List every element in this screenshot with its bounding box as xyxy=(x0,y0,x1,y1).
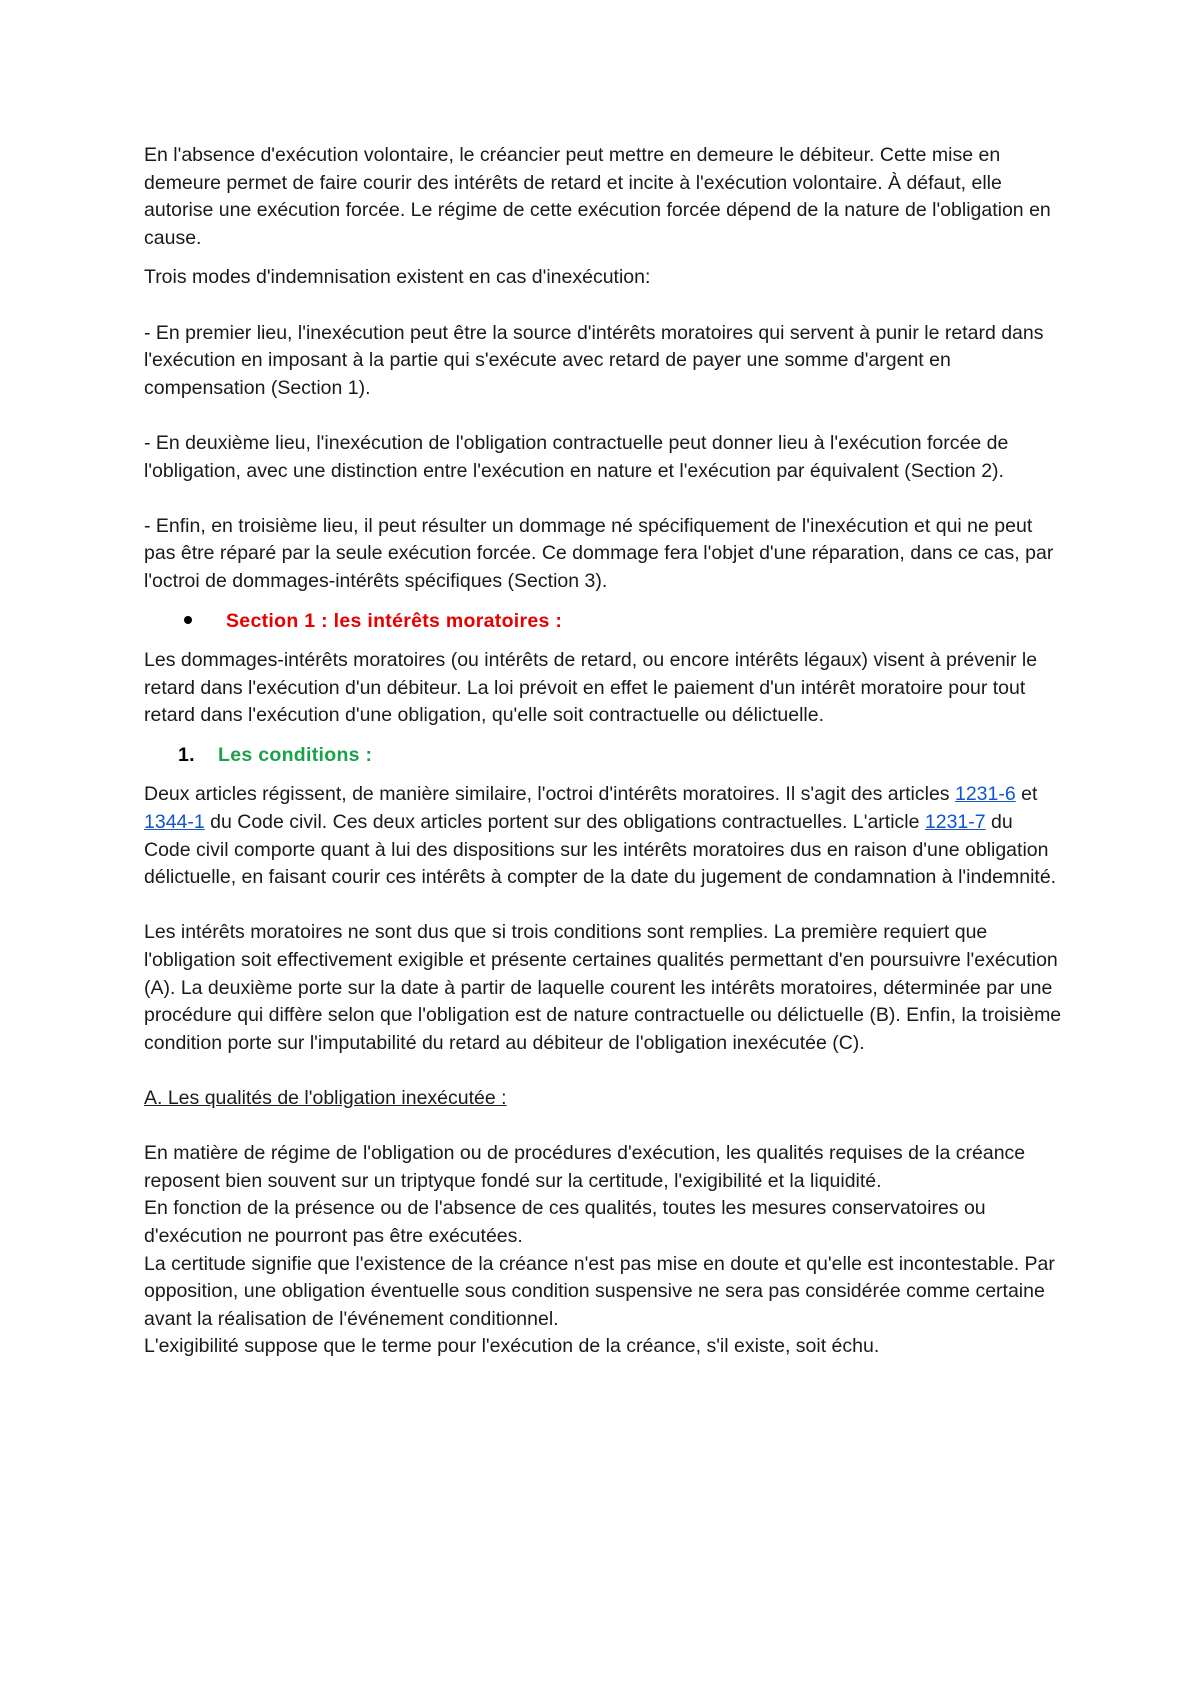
modes-intro: Trois modes d'indemnisation existent en cas d'inexécution: xyxy=(144,266,651,289)
articles-text-2: et xyxy=(1015,783,1038,806)
list-number: 1. xyxy=(178,743,195,766)
subheading-a: A. Les qualités de l'obligation inexécutée : xyxy=(144,1087,507,1109)
article-link-1231-7[interactable]: 1231-7 xyxy=(924,811,986,834)
moratoires-paragraph: Les dommages-intérêts moratoires (ou intérêts de retard, ou encore intérêts légaux) visent à prévenir le retard dans l'exécution d'un débiteur. La loi prévoit en effet le paiement d'un intérêt moratoire pour tout retard dans l'exécution d'une obligation, qu'elle soit contractuelle ou délictuelle. xyxy=(144,649,1038,727)
article-link-1344-1[interactable]: 1344-1 xyxy=(144,811,205,834)
articles-text-3: du Code civil. Ces deux articles portent sur des obligations contractuelles. L'article xyxy=(204,811,925,834)
qualities-paragraph: En matière de régime de l'obligation ou de procédures d'exécution, les qualités requises de la créance reposent bien souvent sur un triptyque fondé sur la certitude, l'exigibilité et la liquidité. xyxy=(144,1142,1026,1192)
certitude-paragraph: La certitude signifie que l'existence de la créance n'est pas mise en doute et qu'elle est incontestable. Par opposition, une obligation éventuelle sous condition suspensive ne sera pas considérée comme certaine avant la réalisation de l'événement conditionnel. xyxy=(144,1252,1055,1330)
articles-paragraph xyxy=(144,781,1064,891)
conditions-paragraph: Les intérêts moratoires ne sont dus que si trois conditions sont remplies. La première requiert que l'obligation soit effectivement exigible et présente certaines qualités permettant d'en poursuivre l'exécution (A). La deuxième porte sur la date à partir de laquelle courent les intérêts moratoires, déterminée par une procédure qui diffère selon que l'obligation est de nature contractuelle ou délictuelle (B). Enfin, la troisième condition porte sur l'imputabilité du retard au débiteur de l'obligation inexécutée (C). xyxy=(144,921,1062,1054)
mode-item-1: - En premier lieu, l'inexécution peut être la source d'intérêts moratoires qui servent à punir le retard dans l'exécution en imposant à la partie qui s'exécute avec retard de payer une somme d'argent en compensation (Section 1). xyxy=(144,321,1044,399)
conditions-title: Les conditions : xyxy=(218,743,373,766)
document-body xyxy=(144,142,1064,1361)
conditions-heading xyxy=(144,742,1064,770)
section-1-title: Section 1 : les intérêts moratoires : xyxy=(226,609,563,632)
intro-paragraph: En l'absence d'exécution volontaire, le créancier peut mettre en demeure le débiteur. Cette mise en demeure permet de faire courir des intérêts de retard et incite à l'exécution volontaire. À défaut, elle autorise une exécution forcée. Le régime de cette exécution forcée dépend de la nature de l'obligation en cause. xyxy=(144,144,1051,249)
section-1-heading xyxy=(144,608,1064,636)
presence-paragraph: En fonction de la présence ou de l'absence de ces qualités, toutes les mesures conservatoires ou d'exécution ne pourront pas être exécutées. xyxy=(144,1197,986,1247)
mode-item-2: - En deuxième lieu, l'inexécution de l'obligation contractuelle peut donner lieu à l'exécution forcée de l'obligation, avec une distinction entre l'exécution en nature et l'exécution par équivalent (Section 2). xyxy=(144,431,1009,482)
articles-text-1: Deux articles régissent, de manière similaire, l'octroi d'intérêts moratoires. Il s'agit des articles xyxy=(144,783,955,806)
articles-text-4: du Code civil comporte quant à lui des dispositions sur les intérêts moratoires dus en raison d'une obligation délictuelle, en faisant courir ces intérêts à compter de la date du jugement de condamnation à l'indemnité. xyxy=(144,811,1057,889)
exigibilite-paragraph: L'exigibilité suppose que le terme pour l'exécution de la créance, s'il existe, soit échu. xyxy=(144,1335,880,1358)
article-link-1231-6[interactable]: 1231-6 xyxy=(954,783,1016,806)
mode-item-3: - Enfin, en troisième lieu, il peut résulter un dommage né spécifiquement de l'inexécution et qui ne peut pas être réparé par la seule exécution forcée. Ce dommage fera l'objet d'une réparation, dans ce cas, par l'octroi de dommages-intérêts spécifiques (Section 3). xyxy=(144,514,1054,592)
bullet-icon xyxy=(184,616,192,624)
